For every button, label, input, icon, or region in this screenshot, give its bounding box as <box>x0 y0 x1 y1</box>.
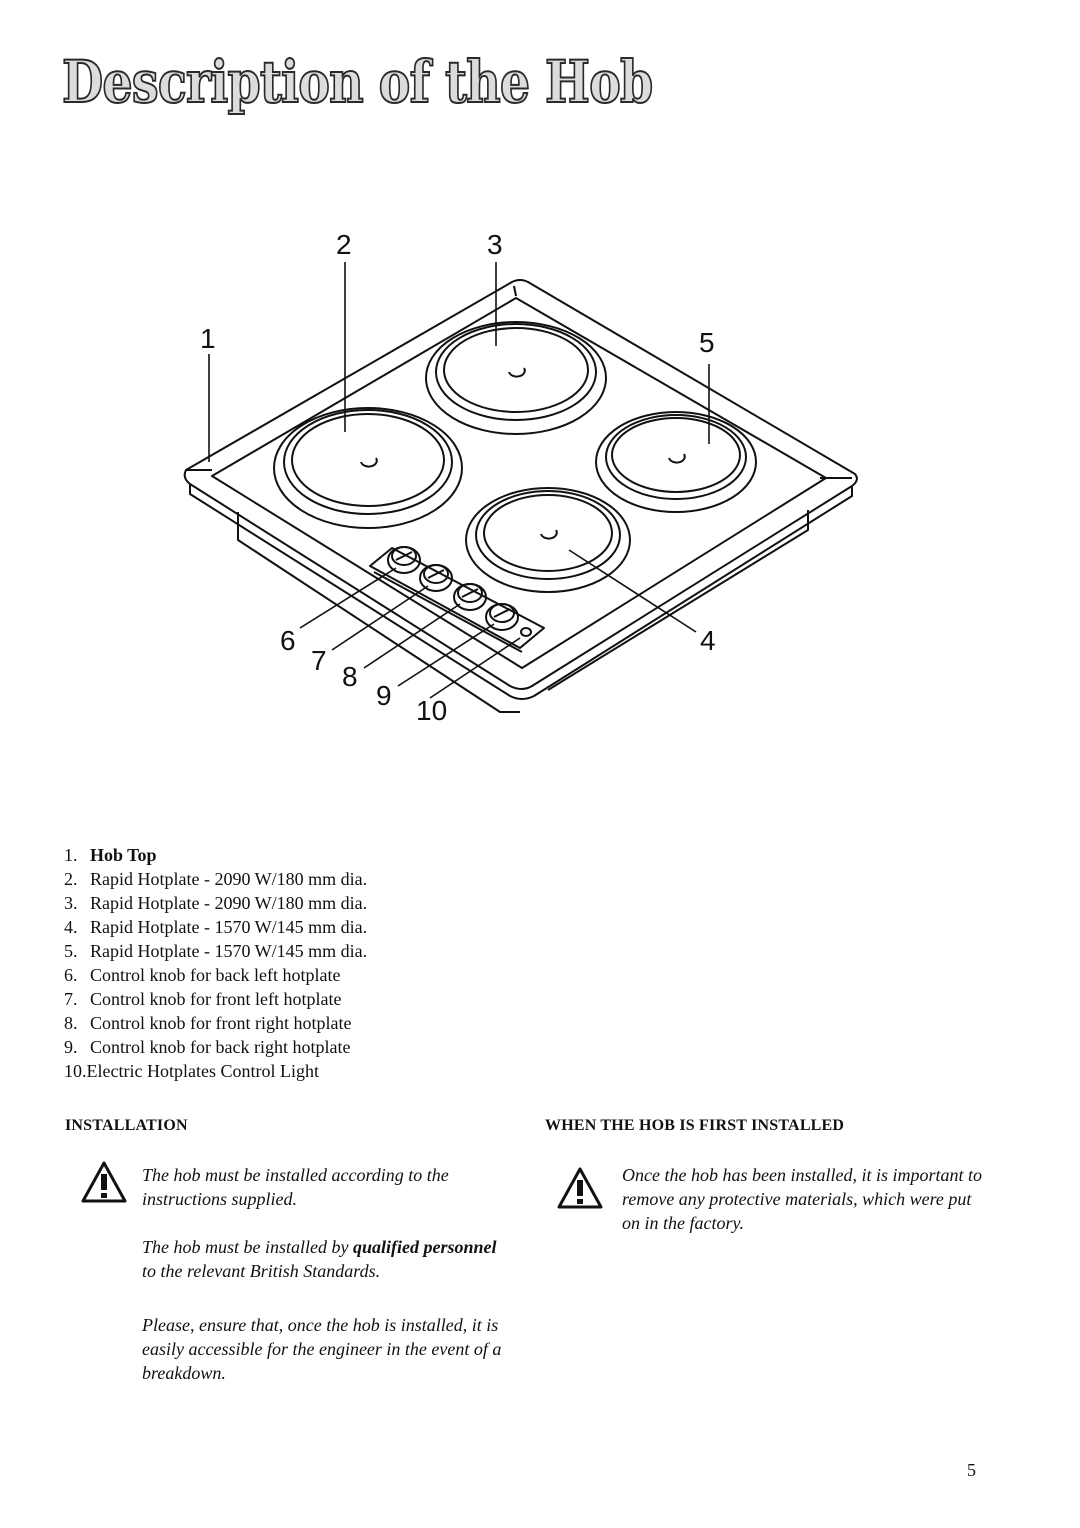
page-title: Description of the Hob <box>62 48 653 116</box>
installation-paragraph-2: The hob must be installed by qualified personnel to the relevant British Standards. <box>142 1237 497 1281</box>
list-item: 3. Rapid Hotplate - 2090 W/180 mm dia. <box>64 893 368 913</box>
callout-7: 7 <box>311 645 327 676</box>
first-installed-heading: WHEN THE HOB IS FIRST INSTALLED <box>545 1117 845 1134</box>
hotplate-front <box>466 488 630 592</box>
callout-9: 9 <box>376 680 392 711</box>
first-installed-paragraph: Once the hob has been installed, it is important to remove any protective materials, which were put on in the factory. <box>622 1165 982 1233</box>
list-item: 5. Rapid Hotplate - 1570 W/145 mm dia. <box>64 941 368 961</box>
installation-paragraph-3: Please, ensure that, once the hob is installed, it is easily accessible for the engineer in the event of a breakdown. <box>142 1315 502 1383</box>
list-item: 6. Control knob for back left hotplate <box>64 965 341 985</box>
hotplate-back <box>426 322 606 434</box>
list-item: 10.Electric Hotplates Control Light <box>64 1061 319 1081</box>
callout-4: 4 <box>700 625 716 656</box>
knob-3 <box>454 584 486 610</box>
list-item: 4. Rapid Hotplate - 1570 W/145 mm dia. <box>64 917 368 937</box>
callout-10: 10 <box>416 695 448 726</box>
warning-triangle-icon <box>556 1166 604 1210</box>
callout-6: 6 <box>280 625 296 656</box>
callout-2: 2 <box>336 229 352 260</box>
list-item: 1. Hob Top <box>64 845 157 865</box>
hob-top-inner-rim <box>212 298 826 668</box>
page-number: 5 <box>967 1460 976 1480</box>
list-item: 7. Control knob for front left hotplate <box>64 989 342 1009</box>
list-item: 9. Control knob for back right hotplate <box>64 1037 351 1057</box>
hotplate-right <box>596 412 756 512</box>
knob-2 <box>420 565 452 591</box>
hob-diagram <box>170 220 870 740</box>
control-light <box>521 628 531 636</box>
installation-heading: INSTALLATION <box>65 1117 188 1134</box>
callout-5: 5 <box>699 327 715 358</box>
first-installed-text <box>622 1163 982 1259</box>
list-item: 8. Control knob for front right hotplate <box>64 1013 352 1033</box>
hotplate-left <box>274 408 462 528</box>
list-item: 2. Rapid Hotplate - 2090 W/180 mm dia. <box>64 869 368 889</box>
control-panel <box>370 547 544 652</box>
callout-8: 8 <box>342 661 358 692</box>
parts-list <box>64 843 367 1083</box>
warning-triangle-icon <box>80 1160 128 1204</box>
installation-text <box>142 1163 514 1409</box>
callout-3: 3 <box>487 229 503 260</box>
callout-1: 1 <box>200 323 216 354</box>
callout-labels <box>200 229 716 726</box>
installation-paragraph-1: The hob must be installed according to the instructions supplied. <box>142 1165 449 1209</box>
